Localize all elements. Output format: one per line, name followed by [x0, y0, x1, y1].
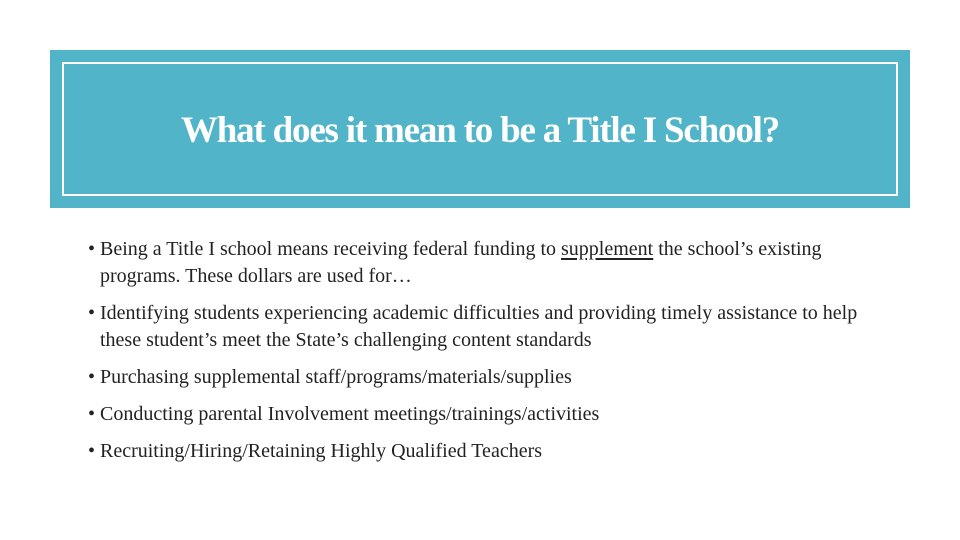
bullet-dot: •: [88, 403, 96, 425]
bullet-dot: •: [88, 238, 96, 260]
bullet-dot: •: [88, 302, 96, 324]
bullet-item: [88, 364, 888, 391]
bullet-list: [88, 236, 888, 465]
bullet-item: [88, 438, 888, 465]
title-frame: [62, 62, 898, 196]
bullet-item: [88, 236, 888, 290]
bullet-text: Purchasing supplemental staff/programs/materials/supplies: [100, 366, 572, 388]
bullet-dot: •: [88, 366, 96, 388]
bullet-text: Recruiting/Hiring/Retaining Highly Qualified Teachers: [100, 440, 543, 462]
bullet-text: Being a Title I school means receiving federal funding to: [100, 238, 562, 260]
bullet-text: the school’s existing programs. These dollars are used for…: [100, 238, 822, 287]
bullet-item: [88, 401, 888, 428]
bullet-item: [88, 300, 888, 354]
bullet-dot: •: [88, 440, 96, 462]
slide-title: What does it mean to be a Title I School?: [181, 109, 779, 151]
bullet-text: Identifying students experiencing academic difficulties and providing timely assistance to help these student’s meet the State’s challenging content standards: [100, 302, 858, 351]
underlined-word: supplement: [561, 238, 654, 260]
title-banner: [50, 50, 910, 208]
bullet-text: Conducting parental Involvement meetings/trainings/activities: [100, 403, 600, 425]
